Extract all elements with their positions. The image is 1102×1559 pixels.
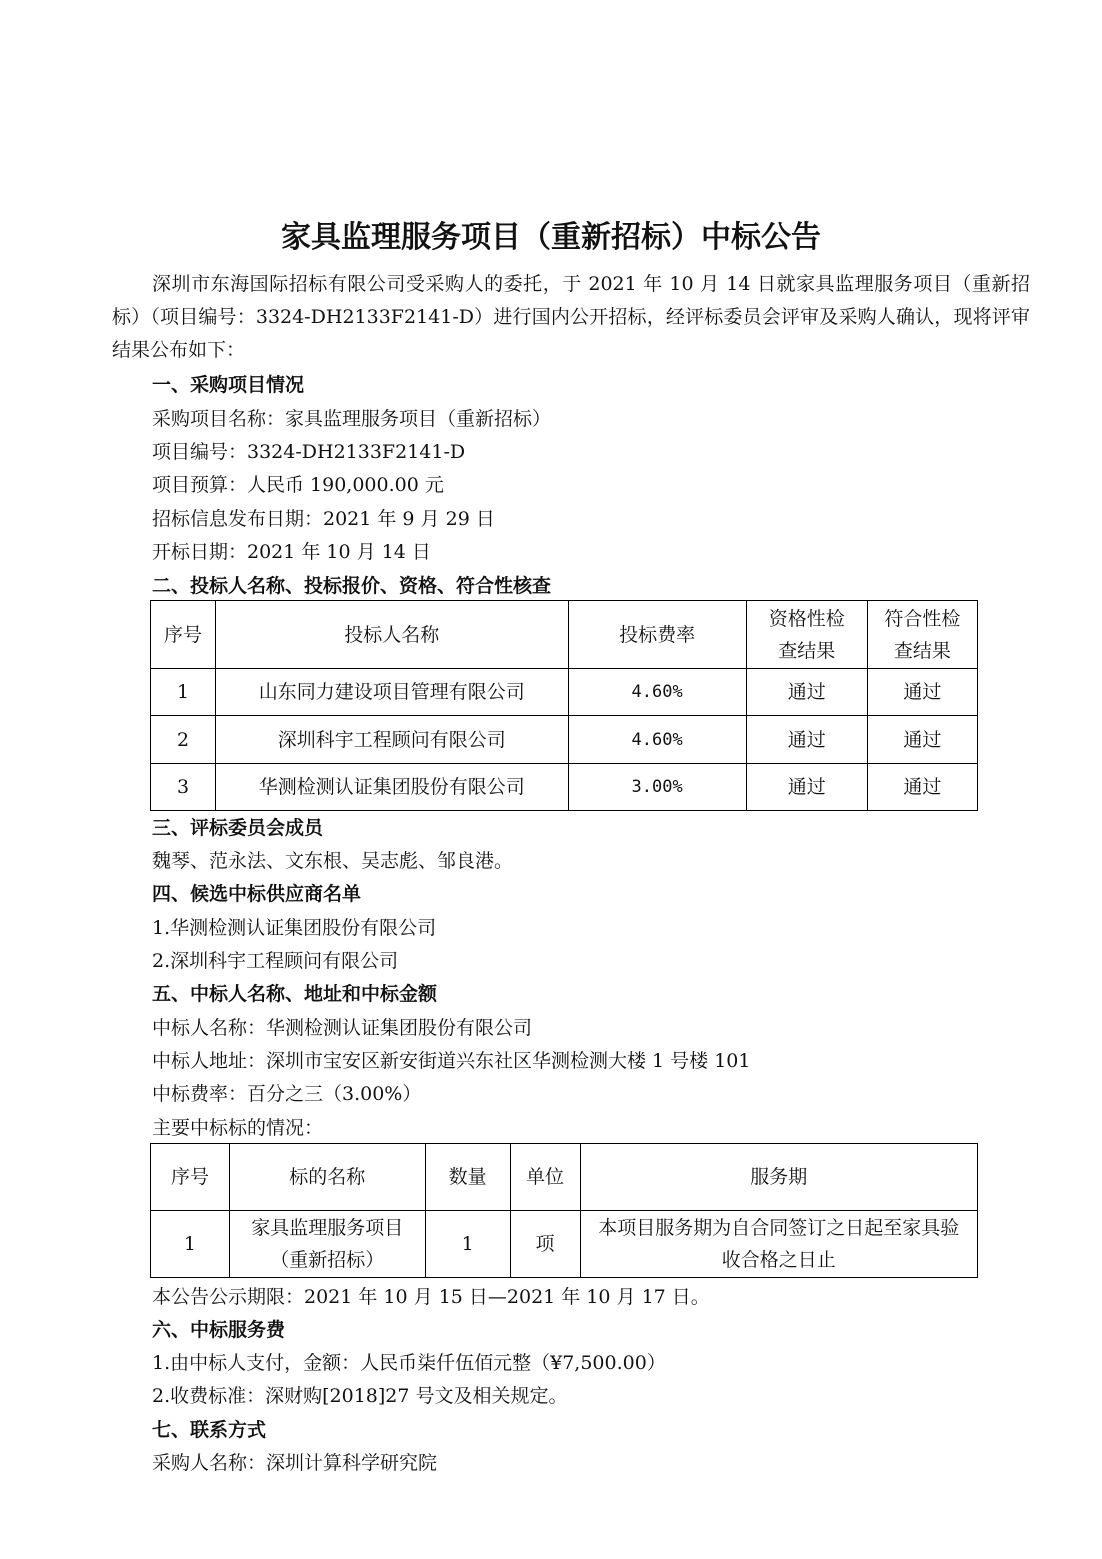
unit: 项	[510, 1211, 580, 1278]
subject-table	[150, 1143, 978, 1278]
bidder-name: 山东同力建设项目管理有限公司	[216, 669, 568, 716]
row-index: 3	[151, 764, 216, 811]
opening-date-line: 开标日期：2021 年 10 月 14 日	[152, 541, 431, 563]
bid-rate: 3.00%	[568, 764, 746, 811]
committee-members: 魏琴、范永法、文东根、吴志彪、邹良港。	[152, 850, 514, 872]
publicity-period: 本公告公示期限：2021 年 10 月 15 日—2021 年 10 月 17 日。	[152, 1286, 710, 1308]
publish-date-line: 招标信息发布日期：2021 年 9 月 29 日	[152, 508, 495, 530]
section-7-heading: 七、联系方式	[152, 1419, 267, 1441]
quantity: 1	[425, 1211, 510, 1278]
service-period: 本项目服务期为自合同签订之日起至家具验收合格之日止	[580, 1211, 977, 1278]
header-cell: 资格性检查结果	[746, 601, 867, 669]
winner-address: 中标人地址：深圳市宝安区新安街道兴东社区华测检测大楼 1 号楼 101	[152, 1050, 751, 1072]
project-number-line: 项目编号：3324-DH2133F2141-D	[152, 441, 466, 463]
section-2-heading: 二、投标人名称、投标报价、资格、符合性核查	[152, 575, 552, 597]
qualification-result: 通过	[746, 669, 867, 716]
header-cell: 标的名称	[229, 1144, 425, 1211]
section-5-heading: 五、中标人名称、地址和中标金额	[152, 983, 438, 1005]
candidate-1: 1.华测检测认证集团股份有限公司	[152, 917, 437, 939]
bidder-name: 深圳科宇工程顾问有限公司	[216, 716, 568, 764]
candidate-2: 2.深圳科宇工程顾问有限公司	[152, 950, 399, 972]
compliance-result: 通过	[867, 764, 977, 811]
row-index: 1	[151, 1211, 230, 1278]
table-row	[151, 716, 978, 764]
header-cell: 序号	[151, 1144, 230, 1211]
bid-rate: 4.60%	[568, 716, 746, 764]
service-fee-line-1: 1.由中标人支付，金额：人民币柒仟伍佰元整（¥7,500.00）	[152, 1352, 666, 1374]
header-cell: 单位	[510, 1144, 580, 1211]
header-cell: 投标费率	[568, 601, 746, 669]
page-title: 家具监理服务项目（重新招标）中标公告	[281, 220, 821, 255]
section-3-heading: 三、评标委员会成员	[152, 817, 324, 839]
header-cell: 序号	[151, 601, 216, 669]
subject-caption: 主要中标标的情况：	[152, 1117, 324, 1139]
row-index: 2	[151, 716, 216, 764]
project-name-line: 采购项目名称：家具监理服务项目（重新招标）	[152, 408, 552, 430]
header-cell: 服务期	[580, 1144, 977, 1211]
header-cell: 数量	[425, 1144, 510, 1211]
qualification-result: 通过	[746, 716, 867, 764]
service-fee-line-2: 2.收费标准：深财购[2018]27 号文及相关规定。	[152, 1385, 568, 1407]
winner-name: 中标人名称：华测检测认证集团股份有限公司	[152, 1017, 533, 1039]
section-6-heading: 六、中标服务费	[152, 1319, 286, 1341]
table-header-row	[151, 601, 978, 669]
section-4-heading: 四、候选中标供应商名单	[152, 883, 362, 905]
bidder-table	[150, 600, 978, 811]
table-row	[151, 669, 978, 716]
purchaser-name: 采购人名称：深圳计算科学研究院	[152, 1452, 438, 1474]
compliance-result: 通过	[867, 669, 977, 716]
bidder-name: 华测检测认证集团股份有限公司	[216, 764, 568, 811]
section-1-heading: 一、采购项目情况	[152, 374, 305, 396]
row-index: 1	[151, 669, 216, 716]
table-row	[151, 764, 978, 811]
winning-rate: 中标费率：百分之三（3.00%）	[152, 1083, 422, 1105]
bid-rate: 4.60%	[568, 669, 746, 716]
project-budget-line: 项目预算：人民币 190,000.00 元	[152, 474, 444, 496]
header-cell: 投标人名称	[216, 601, 568, 669]
qualification-result: 通过	[746, 764, 867, 811]
subject-name: 家具监理服务项目（重新招标）	[229, 1211, 425, 1278]
header-cell: 符合性检查结果	[867, 601, 977, 669]
table-row	[151, 1211, 978, 1278]
intro-paragraph: 深圳市东海国际招标有限公司受采购人的委托，于 2021 年 10 月 14 日就家具监理服务项目（重新招标）（项目编号：3324-DH2133F2141-D）进行国内公开招标，经评标委员会评审及采购人确认，现将评审结果公布如下：	[112, 273, 1030, 361]
compliance-result: 通过	[867, 716, 977, 764]
table-header-row	[151, 1144, 978, 1211]
